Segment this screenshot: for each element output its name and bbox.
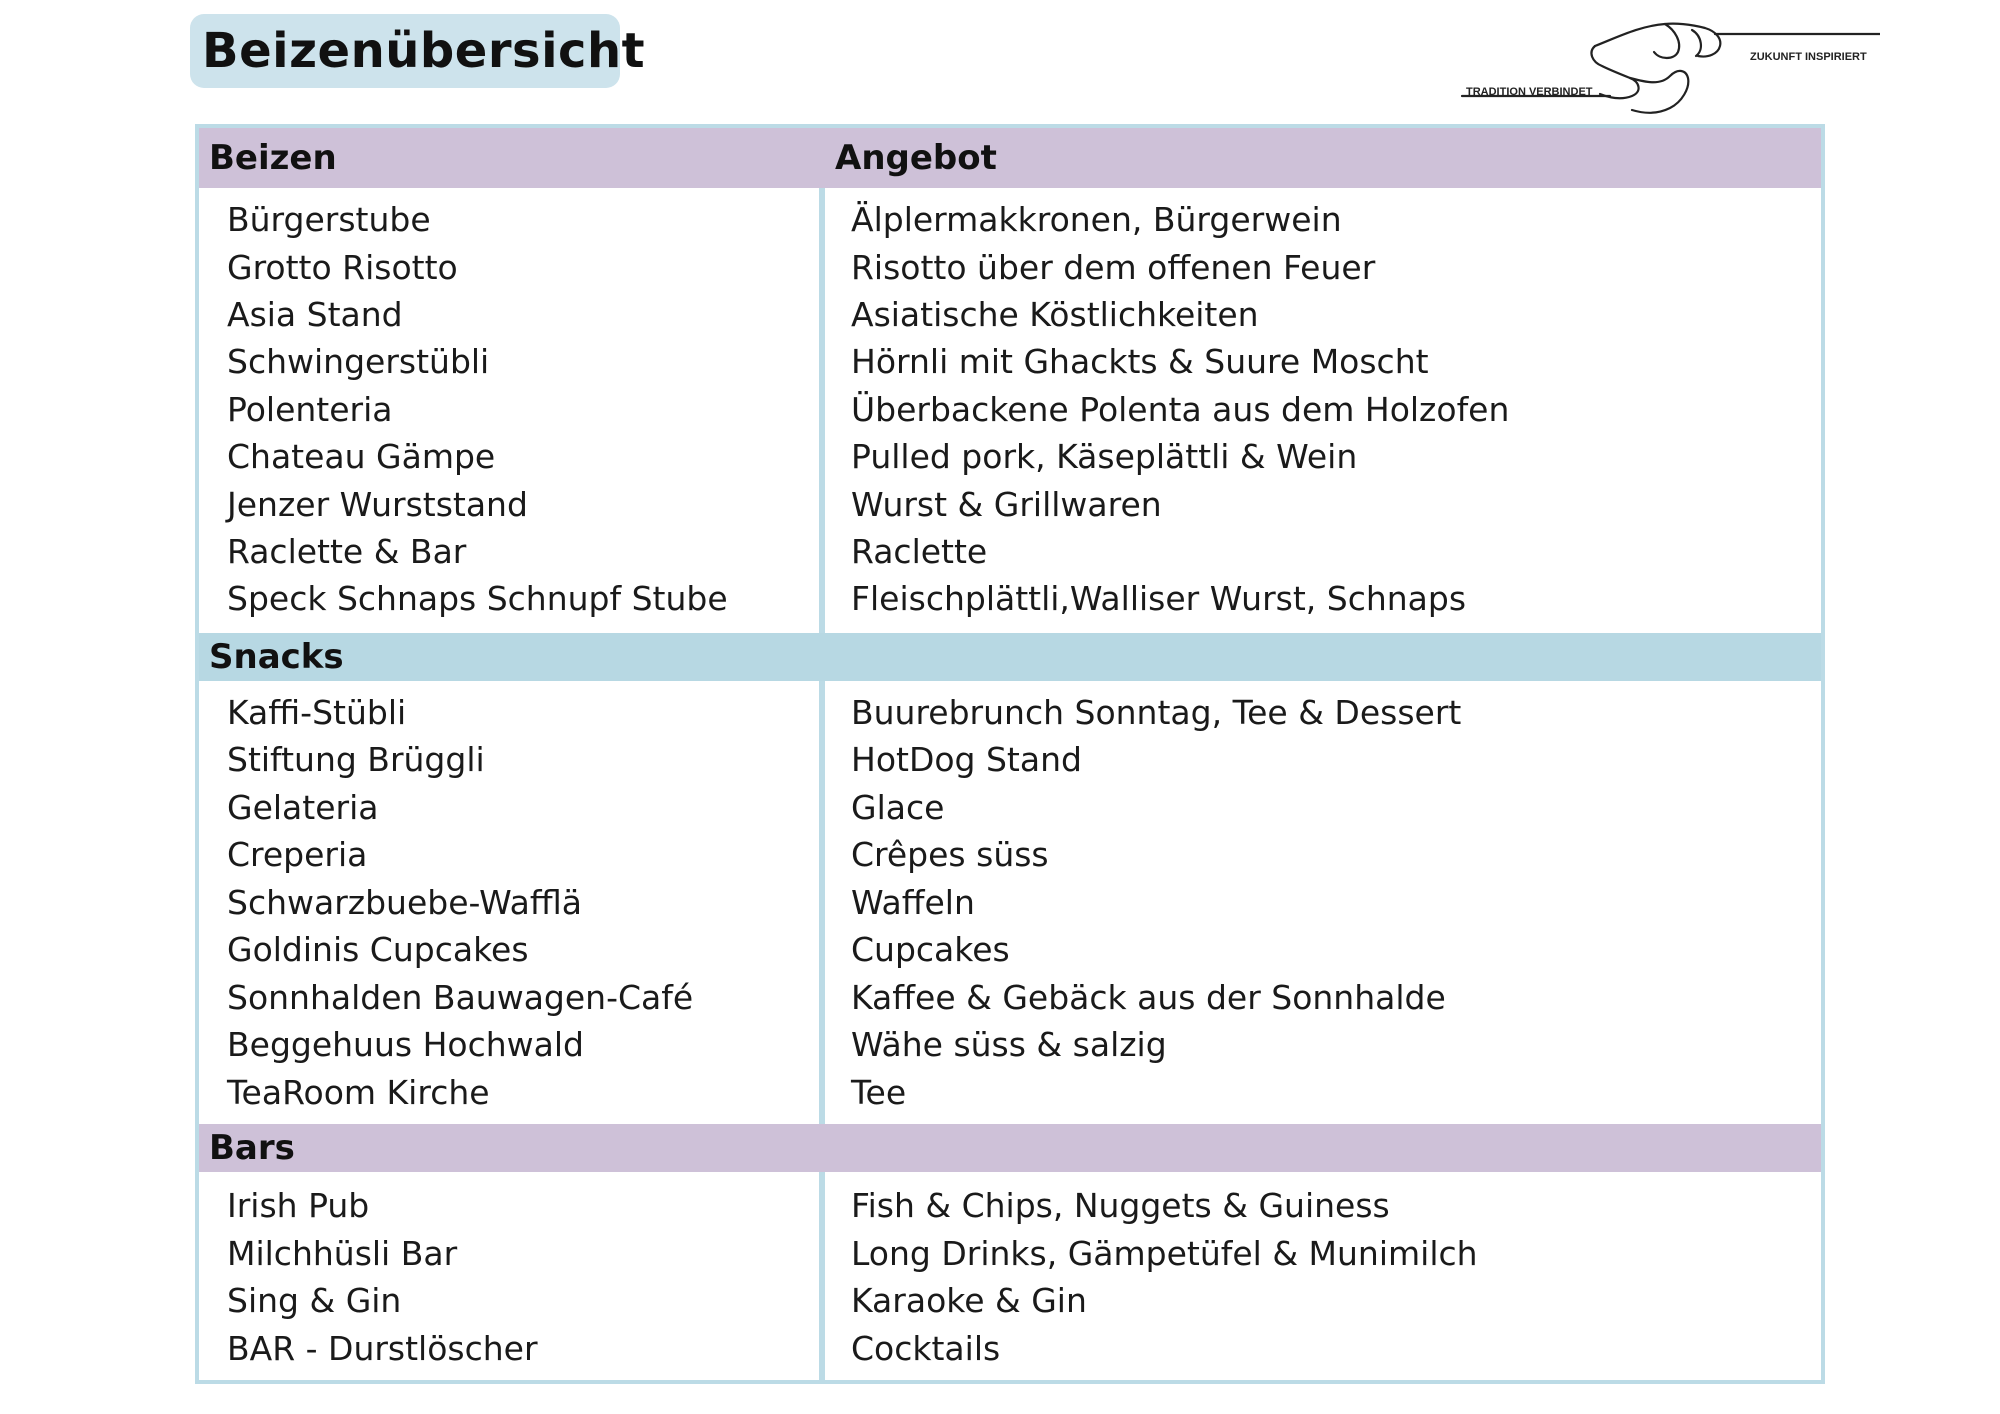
beiz-name: Sonnhalden Bauwagen-Café [227, 977, 694, 1017]
beiz-name: TeaRoom Kirche [227, 1072, 490, 1112]
beizen-table [195, 124, 1825, 1384]
offer-text: Älplermakkronen, Bürgerwein [851, 200, 1342, 240]
offer-text: Überbackene Polenta aus dem Holzofen [851, 389, 1510, 429]
page-title-badge [190, 14, 646, 88]
beiz-name: Sing & Gin [227, 1281, 402, 1321]
offer-text: Raclette [851, 531, 988, 571]
logo-tagline-left: TRADITION VERBINDET [1466, 86, 1593, 98]
offer-text: Waffeln [851, 882, 975, 922]
section-label: Snacks [209, 636, 344, 677]
page-title: Beizenübersicht [202, 23, 646, 79]
beiz-name: Schwarzbuebe-Wafflä [227, 882, 582, 922]
logo-tagline-right: ZUKUNFT INSPIRIERT [1750, 51, 1867, 63]
offer-text: Fish & Chips, Nuggets & Guiness [851, 1186, 1390, 1226]
beiz-name: Milchhüsli Bar [227, 1233, 458, 1273]
beiz-name: Polenteria [227, 389, 393, 429]
header-angebot: Angebot [835, 138, 997, 178]
names-column [199, 188, 819, 633]
beiz-name: Jenzer Wurststand [227, 484, 528, 524]
offer-text: Crêpes süss [851, 835, 1049, 875]
header-beizen: Beizen [209, 138, 337, 178]
offer-text: Kaffee & Gebäck aus der Sonnhalde [851, 977, 1446, 1017]
offer-text: Wähe süss & salzig [851, 1025, 1167, 1065]
offer-text: Long Drinks, Gämpetüfel & Munimilch [851, 1233, 1478, 1273]
section-beizen [199, 188, 1821, 633]
offer-text: Asiatische Köstlichkeiten [851, 294, 1259, 334]
offer-text: Tee [851, 1072, 907, 1112]
names-column [199, 681, 819, 1125]
offer-text: Karaoke & Gin [851, 1281, 1087, 1321]
offers-column [825, 681, 1821, 1125]
section-header-bars [199, 1124, 1821, 1172]
handshake-icon [1460, 16, 1880, 126]
offer-text: Hörnli mit Ghackts & Suure Moscht [851, 342, 1429, 382]
beiz-name: Gelateria [227, 787, 379, 827]
section-snacks [199, 681, 1821, 1125]
beiz-name: Speck Schnaps Schnupf Stube [227, 579, 728, 619]
section-header-snacks [199, 633, 1821, 681]
beiz-name: Stiftung Brüggli [227, 740, 485, 780]
beiz-name: Creperia [227, 835, 368, 875]
offer-text: Cocktails [851, 1328, 1001, 1368]
offer-text: Glace [851, 787, 945, 827]
offer-text: Cupcakes [851, 930, 1010, 970]
table-header [199, 128, 1821, 188]
beiz-name: Grotto Risotto [227, 247, 458, 287]
offer-text: HotDog Stand [851, 740, 1082, 780]
offer-text: Risotto über dem offenen Feuer [851, 247, 1376, 287]
beiz-name: BAR - Durstlöscher [227, 1328, 538, 1368]
offer-text: Fleischplättli,Walliser Wurst, Schnaps [851, 579, 1467, 619]
beiz-name: Kaffi-Stübli [227, 692, 407, 732]
beiz-name: Raclette & Bar [227, 531, 467, 571]
beiz-name: Bürgerstube [227, 200, 431, 240]
beiz-name: Chateau Gämpe [227, 437, 496, 477]
offers-column [825, 1172, 1821, 1380]
offer-text: Buurebrunch Sonntag, Tee & Dessert [851, 692, 1462, 732]
offer-text: Pulled pork, Käseplättli & Wein [851, 437, 1358, 477]
section-label: Bars [209, 1128, 295, 1169]
section-bars [199, 1172, 1821, 1380]
beiz-name: Beggehuus Hochwald [227, 1025, 584, 1065]
beiz-name: Schwingerstübli [227, 342, 490, 382]
beiz-name: Goldinis Cupcakes [227, 930, 529, 970]
beiz-name: Irish Pub [227, 1186, 370, 1226]
beiz-name: Asia Stand [227, 294, 403, 334]
logo [1460, 16, 1880, 126]
offer-text: Wurst & Grillwaren [851, 484, 1162, 524]
offers-column [825, 188, 1821, 633]
names-column [199, 1172, 819, 1380]
